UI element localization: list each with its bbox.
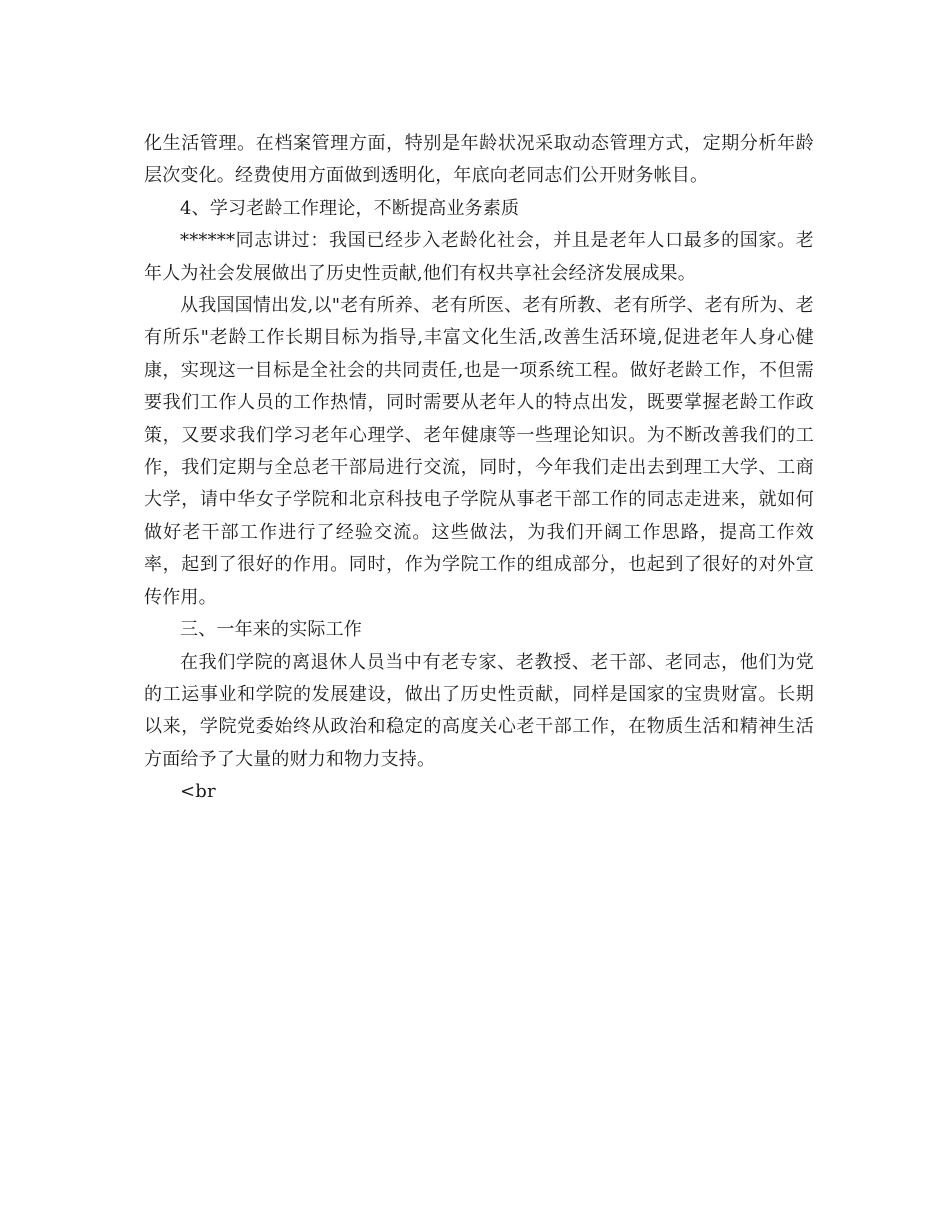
- paragraph-1: 化生活管理。在档案管理方面，特别是年龄状况采取动态管理方式，定期分析年龄层次变化。经费使用方面做到透明化，年底向老同志们公开财务帐目。: [144, 133, 814, 187]
- paragraph-2: ******同志讲过：我国已经步入老龄化社会，并且是老年人口最多的国家。老年人为社会发展做出了历史性贡献,他们有权共享社会经济发展成果。: [144, 230, 814, 284]
- paragraph-3: 从我国国情出发,以"老有所养、老有所医、老有所教、老有所学、老有所为、老有所乐"老龄工作长期目标为指导,丰富文化生活,改善生活环境,促进老年人身心健康，实现这一目标是全社会的共同责任,也是一项系统工程。做好老龄工作，不但需要我们工作人员的工作热情，同时需要从老年人的特点出发，既要掌握老龄工作政策，又要求我们学习老年心理学、老年健康等一些理论知识。为不断改善我们的工作，我们定期与全总老干部局进行交流，同时，今年我们走出去到理工大学、工商大学，请中华女子学院和北京科技电子学院从事老干部工作的同志走进来，就如何做好老干部工作进行了经验交流。这些做法，为我们开阔工作思路，提高工作效率，起到了很好的作用。同时，作为学院工作的组成部分，也起到了很好的对外宣传作用。: [144, 295, 814, 608]
- paragraph-4: 在我们学院的离退休人员当中有老专家、老教授、老干部、老同志，他们为党的工运事业和学院的发展建设，做出了历史性贡献，同样是国家的宝贵财富。长期以来，学院党委始终从政治和稳定的高度关心老干部工作，在物质生活和精神生活方面给予了大量的财力和物力支持。: [144, 651, 814, 770]
- document-body: [144, 128, 814, 809]
- trailing-fragment: <br: [180, 781, 216, 803]
- section-heading-3: 三、一年来的实际工作: [180, 619, 362, 641]
- section-heading-4: 4、学习老龄工作理论，不断提高业务素质: [180, 197, 520, 219]
